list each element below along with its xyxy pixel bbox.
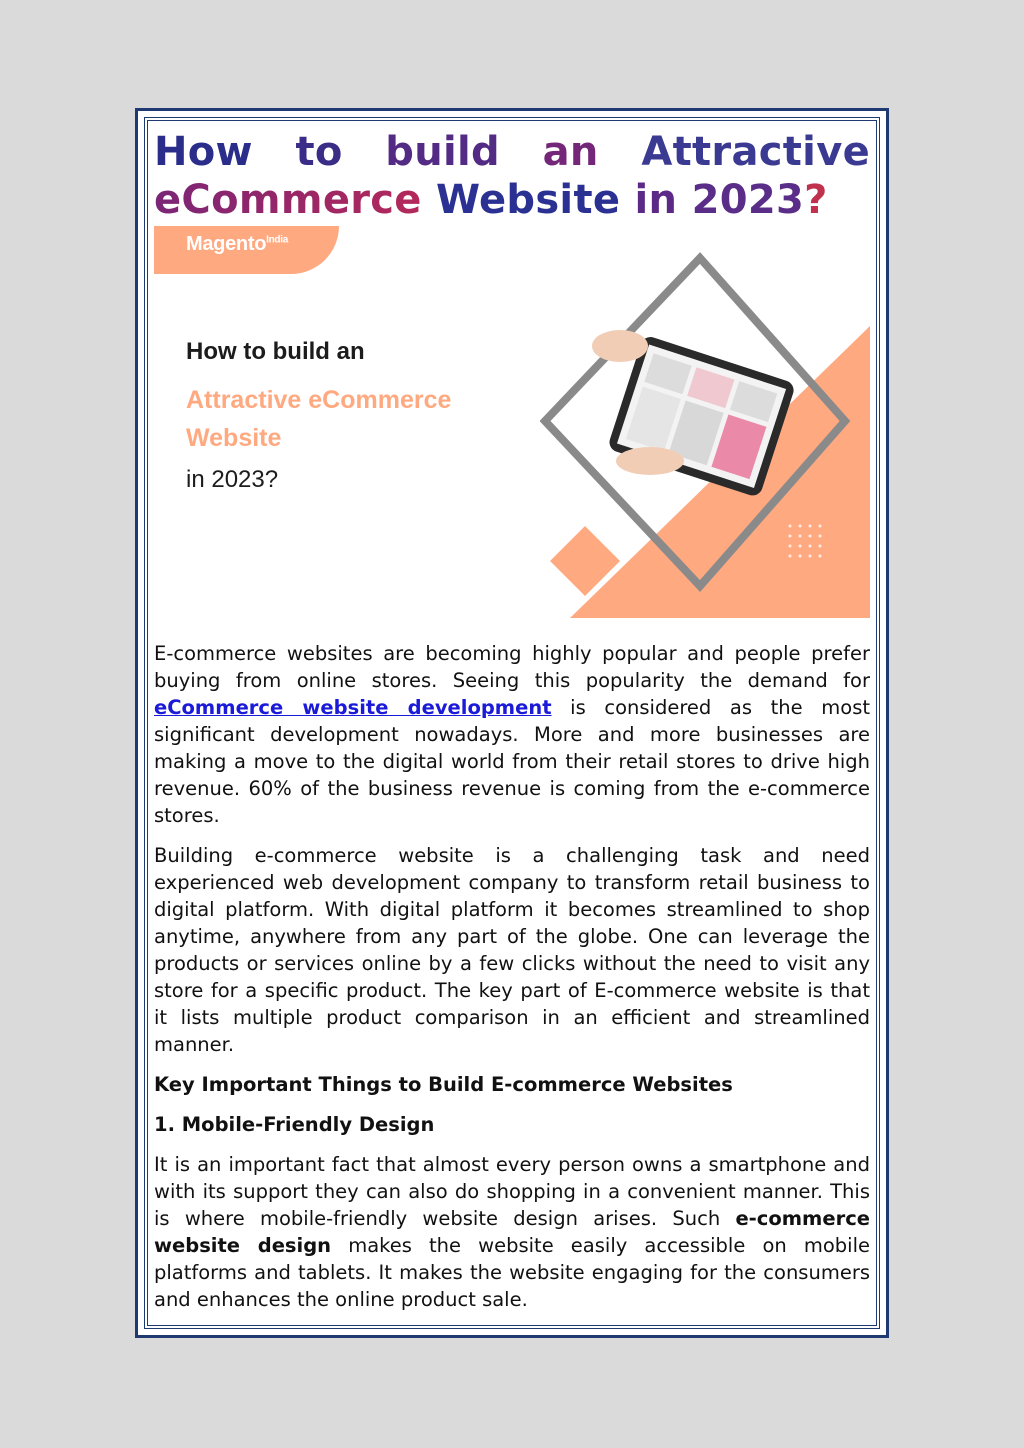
hand-top <box>592 330 648 362</box>
subsection-heading: 1. Mobile-Friendly Design <box>154 1113 435 1136</box>
title-word: build <box>385 129 500 175</box>
paragraph-mobile: It is an important fact that almost every person owns a smartphone and with its support they can also do shopping in a convenient manner. This is where mobile-friendly website design arises. Such e-commerce website design makes the website easily accessible on mobile platforms and tablets. It makes the website engaging for the consumers and enhances the online product sale. <box>154 1153 871 1311</box>
paragraph-building: Building e-commerce website is a challenging task and need experienced web development company to transform retail business to digital platform. With digital platform it becomes streamlined to shop anytime, anywhere from any part of the globe. One can leverage the products or services online by a few clicks without the need to visit any store for a specific product. The key part of E-commerce website is that it lists multiple product comparison in an efficient and streamlined manner. <box>154 844 870 1056</box>
banner-heading-line1: How to build an <box>186 338 365 365</box>
title-word: 2023 <box>691 177 805 223</box>
title-word: in <box>634 177 678 223</box>
bold-phrase: e-commerce website design <box>154 1207 870 1257</box>
document-title <box>154 128 870 224</box>
title-word: eCommerce <box>154 177 422 223</box>
hand-bottom <box>616 447 684 475</box>
document-content <box>154 128 870 1326</box>
title-word: How <box>154 129 253 175</box>
banner-heading-line3: in 2023? <box>186 466 279 493</box>
title-question-mark: ? <box>804 177 828 223</box>
section-heading: Key Important Things to Build E-commerce Websites <box>154 1073 733 1096</box>
hero-banner-image <box>154 226 870 618</box>
title-word: Website <box>435 177 621 223</box>
title-word: Attractive <box>641 129 870 175</box>
magento-india-logo: Magento$^{India}$ <box>186 233 288 255</box>
banner-decoration <box>540 226 870 618</box>
title-line-1 <box>154 128 870 176</box>
title-line-2 <box>154 176 870 224</box>
article-body <box>154 640 870 1313</box>
banner-heading-highlight: Attractive eCommerce Website <box>186 386 452 452</box>
paragraph-intro: E-commerce websites are becoming highly popular and people prefer buying from online stores. Seeing this popularity the demand for eCommerce website development is considered as the most significant development nowadays. More and more businesses are making a move to the digital world from their retail stores to drive high revenue. 60% of the business revenue is coming from the e-commerce stores. <box>154 642 870 827</box>
ecommerce-development-link[interactable]: eCommerce website development <box>154 696 552 719</box>
title-word: to <box>295 129 343 175</box>
title-word: an <box>542 129 599 175</box>
